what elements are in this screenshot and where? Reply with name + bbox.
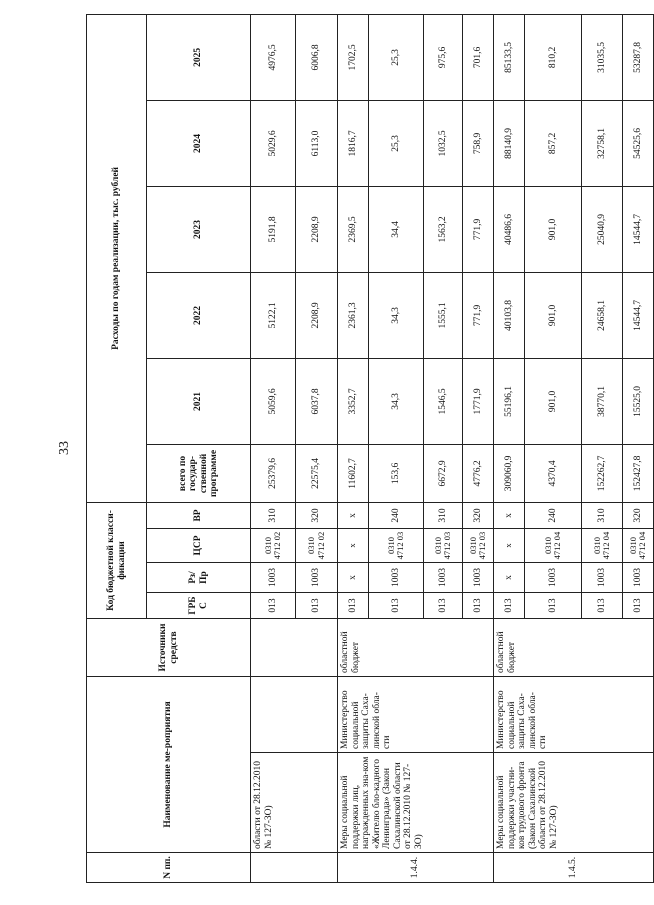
cell-value: 54525,6	[623, 100, 654, 186]
header-total: всего по государ-ственной программе	[147, 444, 251, 502]
cell-value: 901,0	[525, 272, 582, 358]
cell-value: 6113,0	[296, 100, 338, 186]
cell-value: 901,0	[525, 358, 582, 444]
cell-value: 55196,1	[494, 358, 525, 444]
cell-value: 901,0	[525, 186, 582, 272]
cell-vr: 320	[296, 502, 338, 528]
cell-total: 25379,6	[251, 444, 296, 502]
cell-vr: 240	[525, 502, 582, 528]
row-num: 1.4.5.	[494, 853, 654, 883]
header-grbs: ГРБ С	[147, 593, 251, 619]
header-year: 2025	[147, 14, 251, 100]
cell-value: 40103,8	[494, 272, 525, 358]
cell-grbs: 013	[338, 593, 369, 619]
cell-total: 4370,4	[525, 444, 582, 502]
cell-value: 1546,5	[424, 358, 463, 444]
cell-value: 1032,5	[424, 100, 463, 186]
header-year: 2021	[147, 358, 251, 444]
cell-rzpr: 1003	[369, 563, 424, 593]
cell-csr: 0310 4712 02	[296, 529, 338, 563]
cell-value: 5122,1	[251, 272, 296, 358]
cell-value: 34,3	[369, 272, 424, 358]
cell-grbs: 013	[296, 593, 338, 619]
cell-value: 40486,6	[494, 186, 525, 272]
cell-value: 758,9	[463, 100, 494, 186]
cell-csr: 0310 4712 03	[424, 529, 463, 563]
table-row	[338, 14, 369, 882]
row-source: областной бюджет	[494, 619, 654, 677]
header-name: Наименование ме-роприятия	[87, 677, 251, 853]
cell-value: 25,3	[369, 14, 424, 100]
header-expenses: Расходы по годам реализации, тыс. рублей	[87, 14, 147, 502]
cell-grbs: 013	[463, 593, 494, 619]
cell-value: 5029,6	[251, 100, 296, 186]
cell-grbs: 013	[525, 593, 582, 619]
cell-csr: 0310 4712 02	[251, 529, 296, 563]
cell-grbs: 013	[582, 593, 623, 619]
cell-total: 22575,4	[296, 444, 338, 502]
cell-value: 6037,8	[296, 358, 338, 444]
cell-rzpr: 1003	[251, 563, 296, 593]
cell-csr: х	[338, 529, 369, 563]
cell-value: 4976,5	[251, 14, 296, 100]
cell-total: 152262,7	[582, 444, 623, 502]
cell-vr: х	[494, 502, 525, 528]
cell-value: 6006,8	[296, 14, 338, 100]
cell-rzpr: х	[338, 563, 369, 593]
rotated-table-container	[86, 15, 647, 883]
cell-csr: 0310 4712 03	[369, 529, 424, 563]
row-source: областной бюджет	[338, 619, 494, 677]
budget-table	[86, 14, 654, 883]
row-executor	[251, 677, 338, 753]
cell-value: 1771,9	[463, 358, 494, 444]
cell-value: 1702,5	[338, 14, 369, 100]
row-name: области от 28.12.2010 № 127-ЗО)	[251, 753, 338, 853]
cell-total: 6672,9	[424, 444, 463, 502]
cell-rzpr: 1003	[525, 563, 582, 593]
cell-vr: 320	[623, 502, 654, 528]
cell-vr: 310	[424, 502, 463, 528]
cell-value: 14544,7	[623, 186, 654, 272]
cell-total: 153,6	[369, 444, 424, 502]
cell-rzpr: 1003	[623, 563, 654, 593]
cell-rzpr: 1003	[296, 563, 338, 593]
cell-value: 34,3	[369, 358, 424, 444]
header-budget-code: Код бюджетной класси-фикации	[87, 502, 147, 618]
cell-value: 2361,3	[338, 272, 369, 358]
cell-total: 309060,9	[494, 444, 525, 502]
header-rzpr: Рз/ Пр	[147, 563, 251, 593]
cell-value: 53287,8	[623, 14, 654, 100]
header-vr: ВР	[147, 502, 251, 528]
page-number: 33	[57, 441, 72, 455]
cell-rzpr: 1003	[463, 563, 494, 593]
header-year: 2023	[147, 186, 251, 272]
row-executor: Министерство социальной защиты Саха-линской обла-сти	[338, 677, 494, 753]
cell-value: 24658,1	[582, 272, 623, 358]
cell-value: 1816,7	[338, 100, 369, 186]
cell-value: 32758,1	[582, 100, 623, 186]
cell-value: 771,9	[463, 272, 494, 358]
cell-value: 14544,7	[623, 272, 654, 358]
cell-csr: 0310 4712 03	[463, 529, 494, 563]
row-name: Меры социальной поддержки лиц, награжденных зна-ком «Жителю бло-кадного Ленинграда» (Закон Сахалинской области от 28.12.2010 № 127-ЗО)	[338, 753, 494, 853]
cell-grbs: 013	[369, 593, 424, 619]
cell-value: 34,4	[369, 186, 424, 272]
cell-vr: 310	[582, 502, 623, 528]
cell-grbs: 013	[251, 593, 296, 619]
cell-total: 4776,2	[463, 444, 494, 502]
cell-grbs: 013	[494, 593, 525, 619]
row-source	[251, 619, 338, 677]
cell-value: 31035,5	[582, 14, 623, 100]
cell-grbs: 013	[424, 593, 463, 619]
cell-value: 810,2	[525, 14, 582, 100]
cell-csr: х	[494, 529, 525, 563]
header-sources: Источники средств	[87, 619, 251, 677]
cell-csr: 0310 4712 04	[525, 529, 582, 563]
cell-value: 2369,5	[338, 186, 369, 272]
cell-total: 11602,7	[338, 444, 369, 502]
row-num: 1.4.4.	[338, 853, 494, 883]
cell-rzpr: 1003	[582, 563, 623, 593]
cell-vr: 240	[369, 502, 424, 528]
table-row	[251, 14, 296, 882]
cell-value: 2208,9	[296, 186, 338, 272]
cell-grbs: 013	[623, 593, 654, 619]
cell-rzpr: 1003	[424, 563, 463, 593]
cell-value: 15525,0	[623, 358, 654, 444]
header-year: 2024	[147, 100, 251, 186]
cell-value: 1555,1	[424, 272, 463, 358]
table-row	[494, 14, 525, 882]
cell-vr: х	[338, 502, 369, 528]
header-num: N пп.	[87, 853, 251, 883]
cell-value: 5191,8	[251, 186, 296, 272]
cell-value: 25040,9	[582, 186, 623, 272]
cell-total: 152427,8	[623, 444, 654, 502]
cell-value: 88140,9	[494, 100, 525, 186]
cell-value: 38770,1	[582, 358, 623, 444]
row-executor: Министерство социальной защиты Саха-линской обла-сти	[494, 677, 654, 753]
cell-value: 25,3	[369, 100, 424, 186]
cell-value: 975,6	[424, 14, 463, 100]
cell-vr: 320	[463, 502, 494, 528]
cell-value: 3352,7	[338, 358, 369, 444]
row-num	[251, 853, 338, 883]
cell-csr: 0310 4712 04	[582, 529, 623, 563]
header-year: 2022	[147, 272, 251, 358]
header-csr: ЦСР	[147, 529, 251, 563]
cell-value: 5059,6	[251, 358, 296, 444]
cell-value: 857,2	[525, 100, 582, 186]
cell-value: 85133,5	[494, 14, 525, 100]
cell-value: 1563,2	[424, 186, 463, 272]
cell-value: 2208,9	[296, 272, 338, 358]
cell-value: 771,9	[463, 186, 494, 272]
cell-rzpr: х	[494, 563, 525, 593]
cell-vr: 310	[251, 502, 296, 528]
cell-csr: 0310 4712 04	[623, 529, 654, 563]
row-name: Меры социальной поддержки участни-ков трудового фронта (Закон Сахалинской области от 28.12.2010 № 127-ЗО)	[494, 753, 654, 853]
cell-value: 701,6	[463, 14, 494, 100]
